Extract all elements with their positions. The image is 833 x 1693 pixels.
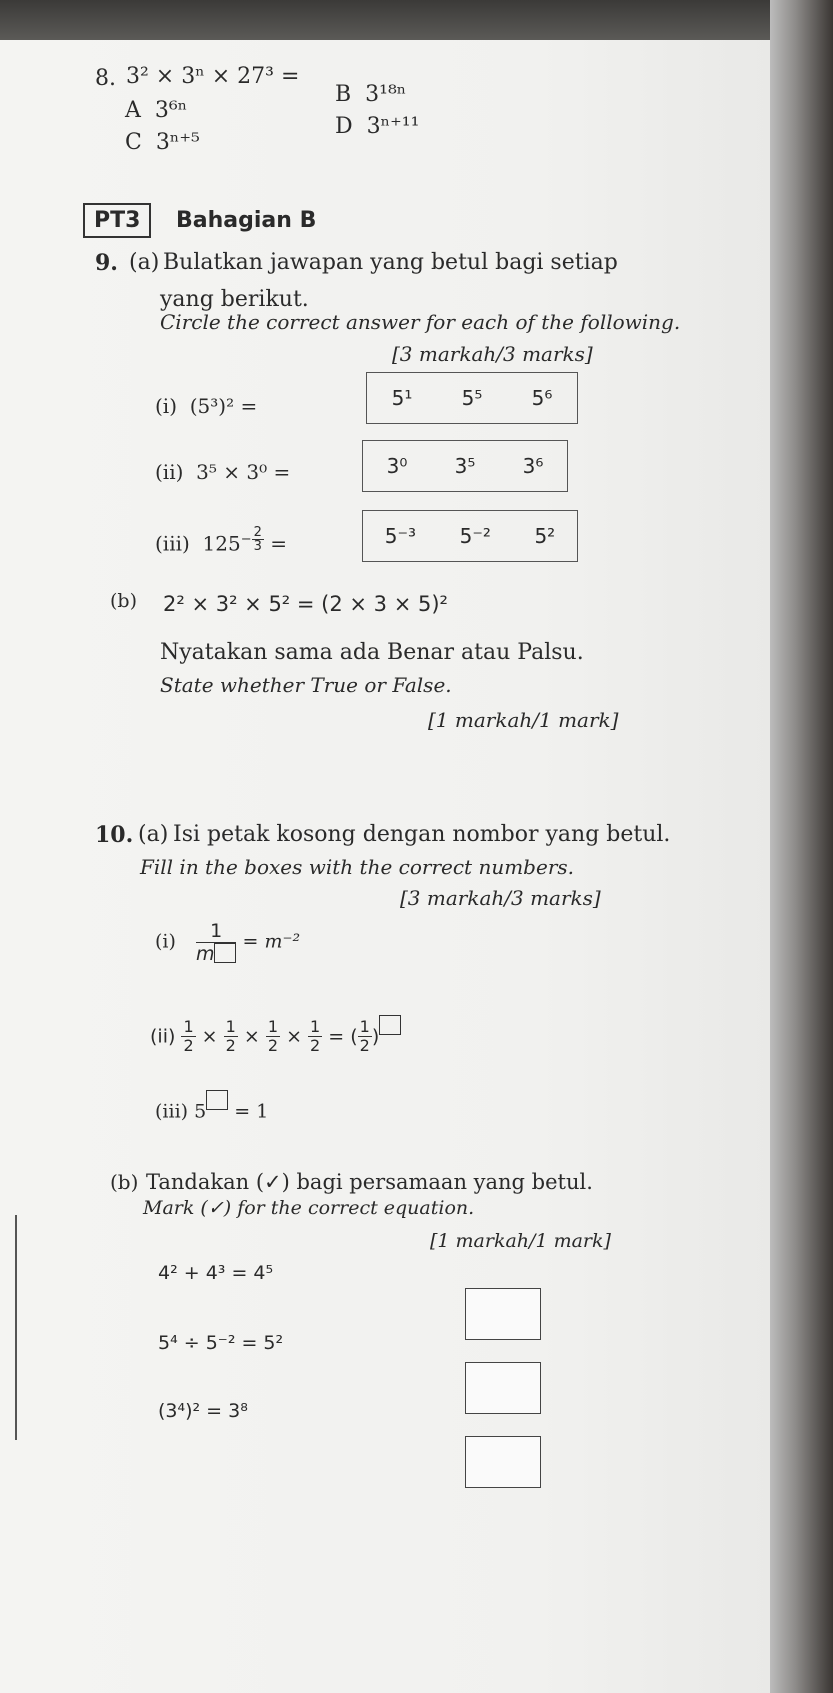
answer-box[interactable] bbox=[379, 1015, 401, 1035]
equation-2: 5⁴ ÷ 5⁻² = 5² bbox=[158, 1332, 284, 1354]
choice[interactable]: 3⁰ bbox=[386, 454, 408, 478]
q9-part-b-english: State whether True or False. bbox=[160, 673, 452, 697]
q10-item-iii: (iii) 5 = 1 bbox=[155, 1090, 268, 1122]
q10-number: 10. bbox=[95, 822, 134, 848]
choice[interactable]: 5⁻³ bbox=[384, 524, 417, 548]
q9-part-a-label: (a) bbox=[129, 250, 160, 275]
background-shadow bbox=[770, 0, 833, 1693]
q10-part-a-label: (a) bbox=[138, 822, 169, 847]
q9-item-ii-choices bbox=[362, 440, 568, 492]
answer-box[interactable] bbox=[206, 1090, 228, 1110]
q8-expression: 3² × 3ⁿ × 27³ = bbox=[126, 64, 300, 89]
margin-line bbox=[15, 1215, 17, 1440]
q9-part-b-label: (b) bbox=[110, 590, 137, 612]
q9-number: 9. bbox=[95, 250, 118, 276]
q9-marks: [3 markah/3 marks] bbox=[392, 342, 593, 366]
torn-edge bbox=[0, 0, 833, 40]
pt3-label: PT3 bbox=[83, 203, 151, 238]
tick-box-1[interactable] bbox=[465, 1288, 541, 1340]
choice[interactable]: 5⁶ bbox=[531, 386, 553, 410]
q10-part-b-label: (b) bbox=[110, 1170, 139, 1194]
q10-item-ii: (ii) $\frac{1}{2}$ × $\frac{1}{2}$ × $\frac{1}{2}$ × $\frac{1}{2}$ = ( $\frac{1}{2}$) bbox=[150, 1015, 401, 1055]
choice[interactable]: 5¹ bbox=[391, 386, 413, 410]
choice[interactable]: 5⁻² bbox=[459, 524, 491, 548]
equation-3: (3⁴)² = 3⁸ bbox=[158, 1400, 248, 1422]
choice[interactable]: 3⁶ bbox=[522, 454, 544, 478]
q8-option-d[interactable]: D 3ⁿ⁺¹¹ bbox=[335, 114, 420, 139]
section-title: Bahagian B bbox=[176, 208, 317, 233]
q8-number: 8. bbox=[95, 66, 116, 91]
q8-option-a[interactable]: A 3⁶ⁿ bbox=[125, 98, 188, 123]
q9-item-i: (i) (5³)² = bbox=[155, 394, 258, 418]
choice[interactable]: 5⁵ bbox=[461, 386, 483, 410]
q8-option-b[interactable]: B 3¹⁸ⁿ bbox=[335, 82, 407, 107]
q10-instruction-english: Fill in the boxes with the correct numbers. bbox=[140, 855, 574, 879]
q9-instruction-english: Circle the correct answer for each of the following. bbox=[160, 310, 681, 334]
tick-box-2[interactable] bbox=[465, 1362, 541, 1414]
q10-instruction-malay: Isi petak kosong dengan nombor yang betul. bbox=[173, 822, 671, 847]
q9-part-b-expression: 2² × 3² × 5² = (2 × 3 × 5)² bbox=[163, 592, 448, 616]
tick-box-3[interactable] bbox=[465, 1436, 541, 1488]
q9-instruction-malay-1: Bulatkan jawapan yang betul bagi setiap bbox=[163, 250, 618, 275]
q10-part-b-english: Mark (✓) for the correct equation. bbox=[143, 1197, 475, 1219]
q10-part-b-malay: Tandakan (✓) bagi persamaan yang betul. bbox=[146, 1170, 593, 1194]
q9-instruction-malay-2: yang berikut. bbox=[160, 287, 309, 312]
equation-1: 4² + 4³ = 4⁵ bbox=[158, 1262, 274, 1284]
q10-marks: [3 markah/3 marks] bbox=[400, 886, 601, 910]
choice[interactable]: 5² bbox=[534, 524, 556, 548]
q8-option-c[interactable]: C 3ⁿ⁺⁵ bbox=[125, 130, 200, 155]
q10-item-i: (i) $\frac{1}{m} = m^{-2}$ bbox=[155, 920, 301, 965]
answer-box[interactable] bbox=[214, 943, 236, 963]
q10-part-b-marks: [1 markah/1 mark] bbox=[430, 1230, 611, 1252]
q9-part-b-malay: Nyatakan sama ada Benar atau Palsu. bbox=[160, 640, 584, 665]
q9-part-b-marks: [1 markah/1 mark] bbox=[428, 708, 619, 732]
choice[interactable]: 3⁵ bbox=[454, 454, 476, 478]
q9-item-ii: (ii) 3⁵ × 3⁰ = bbox=[155, 460, 291, 484]
q9-item-iii: (iii) $125^{- \frac{2}{3}}$ = bbox=[155, 525, 288, 556]
q9-item-i-choices bbox=[366, 372, 578, 424]
q9-item-iii-choices bbox=[362, 510, 578, 562]
